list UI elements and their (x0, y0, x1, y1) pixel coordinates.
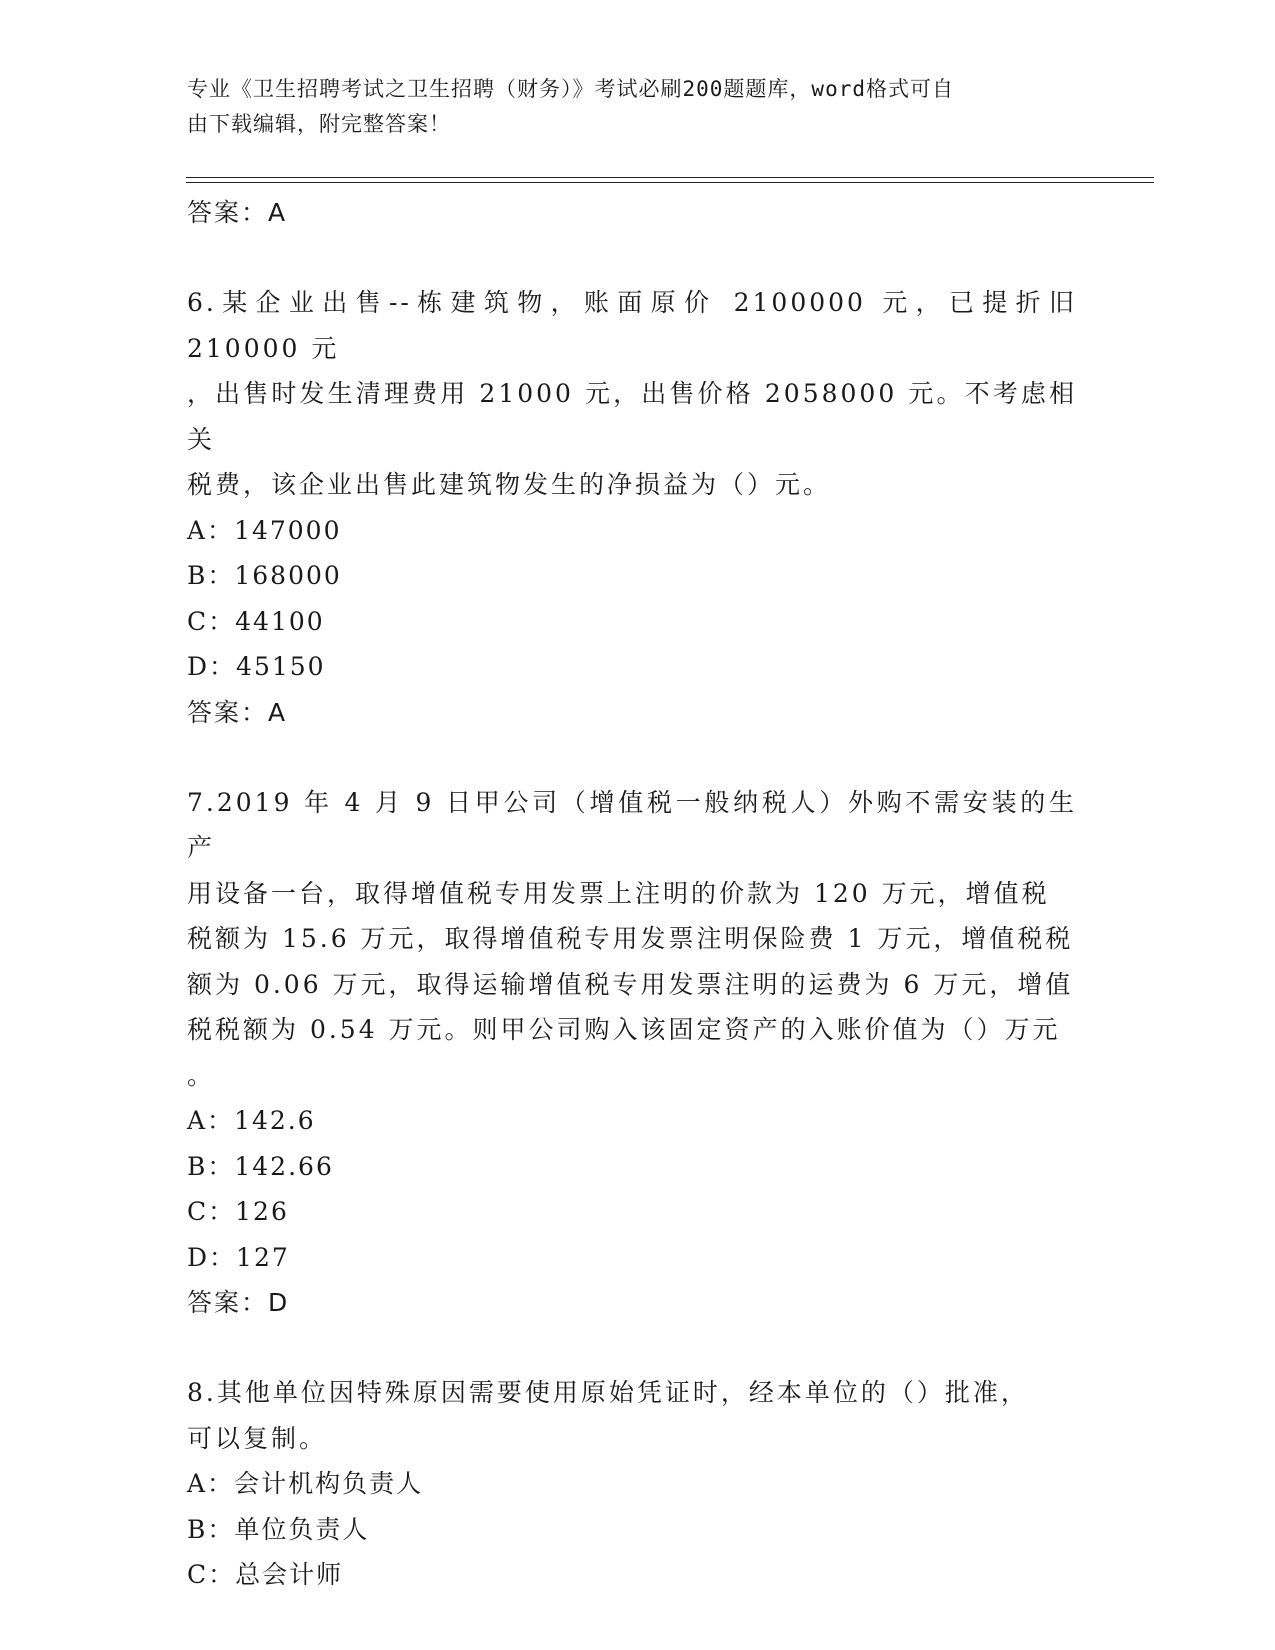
header-line: 由下载编辑，附完整答案！ (187, 112, 451, 136)
question-line: 用设备一台，取得增值税专用发票上注明的价款为 120 万元，增值税 (187, 878, 1050, 908)
header-divider (186, 182, 1154, 183)
option-text: 总会计师 (235, 1560, 344, 1589)
question-block (187, 280, 1077, 735)
answer-label: 答案：A (187, 697, 288, 727)
spacer (187, 1325, 1077, 1370)
option-letter: A： (187, 515, 235, 545)
answer-label: 答案：A (187, 198, 288, 227)
question-line: 。 (187, 1060, 216, 1090)
question-line: 税税额为 0.54 万元。则甲公司购入该固定资产的入账价值为（）万元 (187, 1015, 1061, 1044)
option-text: 45150 (236, 652, 326, 681)
option-letter: B： (187, 1514, 235, 1544)
option-letter: C： (187, 606, 236, 636)
option-letter: B： (187, 561, 235, 590)
option-b (187, 553, 1077, 599)
option-b (187, 1507, 1077, 1553)
option-text: 127 (236, 1242, 290, 1272)
option-c (187, 599, 1077, 645)
option-text: 168000 (234, 561, 342, 590)
question-text (187, 780, 1077, 1099)
option-text: 142.6 (234, 1106, 316, 1135)
option-text: 单位负责人 (234, 1514, 370, 1544)
header-divider (186, 177, 1154, 178)
question-line: 额为 0.06 万元，取得运输增值税专用发票注明的运费为 6 万元，增值 (187, 969, 1074, 999)
option-c (187, 1552, 1077, 1598)
option-letter: A： (187, 1469, 235, 1498)
option-text: 142.66 (234, 1151, 334, 1181)
header-line: 专业《卫生招聘考试之卫生招聘（财务）》考试必刷200题题库，word格式可自 (187, 77, 954, 101)
option-letter: D： (187, 1242, 237, 1272)
question-line: 税额为 15.6 万元，取得增值税专用发票注明保险费 1 万元，增值税税 (187, 924, 1074, 953)
question-line: 可以复制。 (187, 1423, 328, 1453)
option-text: 126 (235, 1197, 289, 1226)
option-b (187, 1144, 1077, 1190)
spacer (187, 735, 1077, 780)
option-a (187, 508, 1077, 554)
question-block (187, 780, 1077, 1326)
spacer (187, 235, 1077, 280)
question-line: 8.其他单位因特殊原因需要使用原始凭证时，经本单位的（）批准， (187, 1378, 1029, 1407)
document-header (187, 72, 1067, 142)
question-line: 7.2019 年 4 月 9 日甲公司（增值税一般纳税人）外购不需安装的生产 (187, 787, 1077, 862)
option-letter: B： (187, 1151, 235, 1181)
option-d (187, 644, 1077, 690)
option-a (187, 1461, 1077, 1507)
option-letter: C： (187, 1560, 236, 1589)
option-text: 147000 (234, 515, 342, 545)
option-letter: A： (187, 1106, 235, 1135)
question-text (187, 280, 1077, 508)
answer-label: 答案：D (187, 1288, 290, 1317)
option-text: 会计机构负责人 (234, 1469, 424, 1498)
option-a (187, 1098, 1077, 1144)
option-c (187, 1189, 1077, 1235)
question-line: ，出售时发生清理费用 21000 元，出售价格 2058000 元。不考虑相关 (187, 379, 1077, 454)
document-body (187, 190, 1077, 1598)
option-text: 44100 (235, 606, 325, 636)
option-letter: C： (187, 1197, 236, 1226)
question-line: 税费，该企业出售此建筑物发生的净损益为（）元。 (187, 470, 832, 499)
question-text (187, 1370, 1077, 1461)
question-block (187, 1370, 1077, 1598)
option-letter: D： (187, 652, 237, 681)
question-line: 6.某企业出售--栋建筑物，账面原价 2100000 元，已提折旧 210000 元 (187, 288, 1077, 363)
option-d (187, 1235, 1077, 1281)
